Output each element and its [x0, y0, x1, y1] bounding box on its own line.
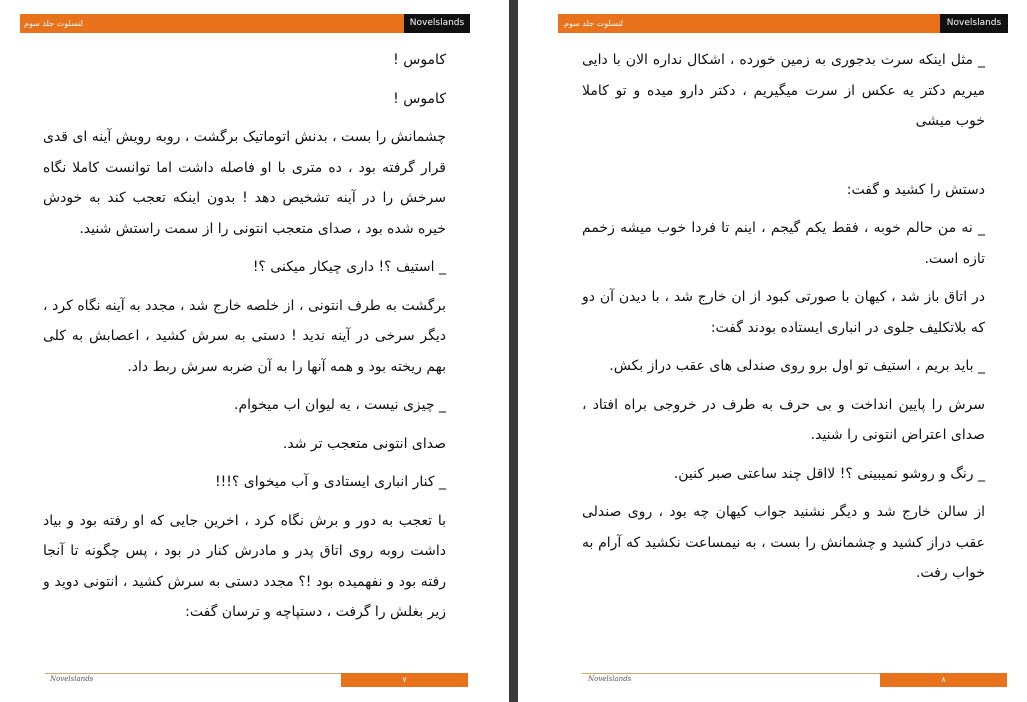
paragraph: صدای انتونی متعجب تر شد.: [282, 435, 446, 452]
paragraph: با تعجب به دور و برش نگاه کرد ، اخرین جایی که او رفته بود و بیاد داشت روبه روی اتاق پدر و مادرش کنار در بود ، پس چگونه تا آنجا رفته بود و نفهمیده بود !؟ مجدد دستی به سرش کشید ، انتونی دوید و زیر بغلش را گرفت ، دستپاچه و ترسان گفت:: [43, 512, 446, 620]
paragraph: برگشت به طرف انتونی ، از خلصه خارج شد ، مجدد به آینه نگاه کرد ، دیگر سرخی در آینه ندید ! دستی به سرش کشید ، اعصابش به کلی بهم ریخته بود و همه آنها را به آن ضربه سرش ربط داد.: [43, 297, 446, 375]
left-page: [0, 0, 509, 702]
paragraph: در اتاق باز شد ، کیهان با صورتی کبود از ان خارج شد ، با دیدن آن دو که بلاتکلیف جلوی در انباری ایستاده بودند گفت:: [582, 289, 985, 336]
paragraph: _ استیف ؟! داری چیکار میکنی ؟!: [252, 259, 446, 275]
page-number: ۸: [880, 673, 1007, 687]
header-title: لنسلوت جلد سوم: [24, 19, 83, 28]
header-brand: Novelslands: [940, 14, 1008, 33]
paragraph: _ باید بریم ، استیف تو اول برو روی صندلی های عقب دراز بکش.: [609, 358, 985, 374]
header-title: لنسلوت جلد سوم: [564, 19, 623, 28]
header-brand: Novelslands: [404, 14, 470, 33]
footer-line: [45, 673, 341, 674]
footer-line: [582, 673, 880, 674]
paragraph: کاموس !: [393, 90, 446, 107]
book-spine: [509, 0, 518, 702]
footer-signature: Novelslands: [588, 675, 632, 683]
paragraph: کاموس !: [393, 52, 446, 68]
page-body: [582, 45, 985, 597]
paragraph: دستش را کشید و گفت:: [846, 181, 985, 198]
page-number: ۷: [341, 673, 468, 687]
paragraph: _ رنگ و روشو نمیبینی ؟! لااقل چند ساعتی صبر کنین.: [673, 465, 985, 482]
paragraph: _ مثل اینکه سرت بدجوری به زمین خورده ، اشکال نداره الان با دایی میریم دکتر یه عکس از سرت میگیریم ، دکتر دارو میده و تو کاملا خوب میشی: [582, 52, 985, 129]
paragraph: _ نه من حالم خوبه ، فقط یکم گیجم ، اینم تا فردا خوب میشه زخمم تازه است.: [582, 220, 985, 267]
paragraph: _ کنار انباری ایستادی و آب میخوای ؟!!!: [215, 474, 446, 490]
paragraph: سرش را پایین انداخت و بی حرف به طرف در خروجی براه افتاد ، صدای اعتراض انتونی را شنید.: [582, 396, 985, 443]
footer-signature: Novelslands: [50, 675, 94, 683]
paragraph: چشمانش را بست ، بدنش اتوماتیک برگشت ، روبه رویش آینه ای قدی قرار گرفته بود ، ده متری با او فاصله داشت اما توانست کاملا نگاه سرخش را در آینه تشخیص دهد ! بدون اینکه تعجب کند به خودش خیره شده بود ، صدای متعجب انتونی را از سمت راستش شنید.: [43, 129, 446, 237]
page-body: [43, 45, 446, 636]
paragraph: _ چیزی نیست ، یه لیوان اب میخوام.: [234, 397, 446, 413]
right-page: [518, 0, 1027, 702]
paragraph: از سالن خارج شد و دیگر نشنید جواب کیهان چه بود ، روی صندلی عقب دراز کشید و چشمانش را بست ، به نیمساعت نکشید که آرام به خواب رفت.: [582, 504, 985, 581]
